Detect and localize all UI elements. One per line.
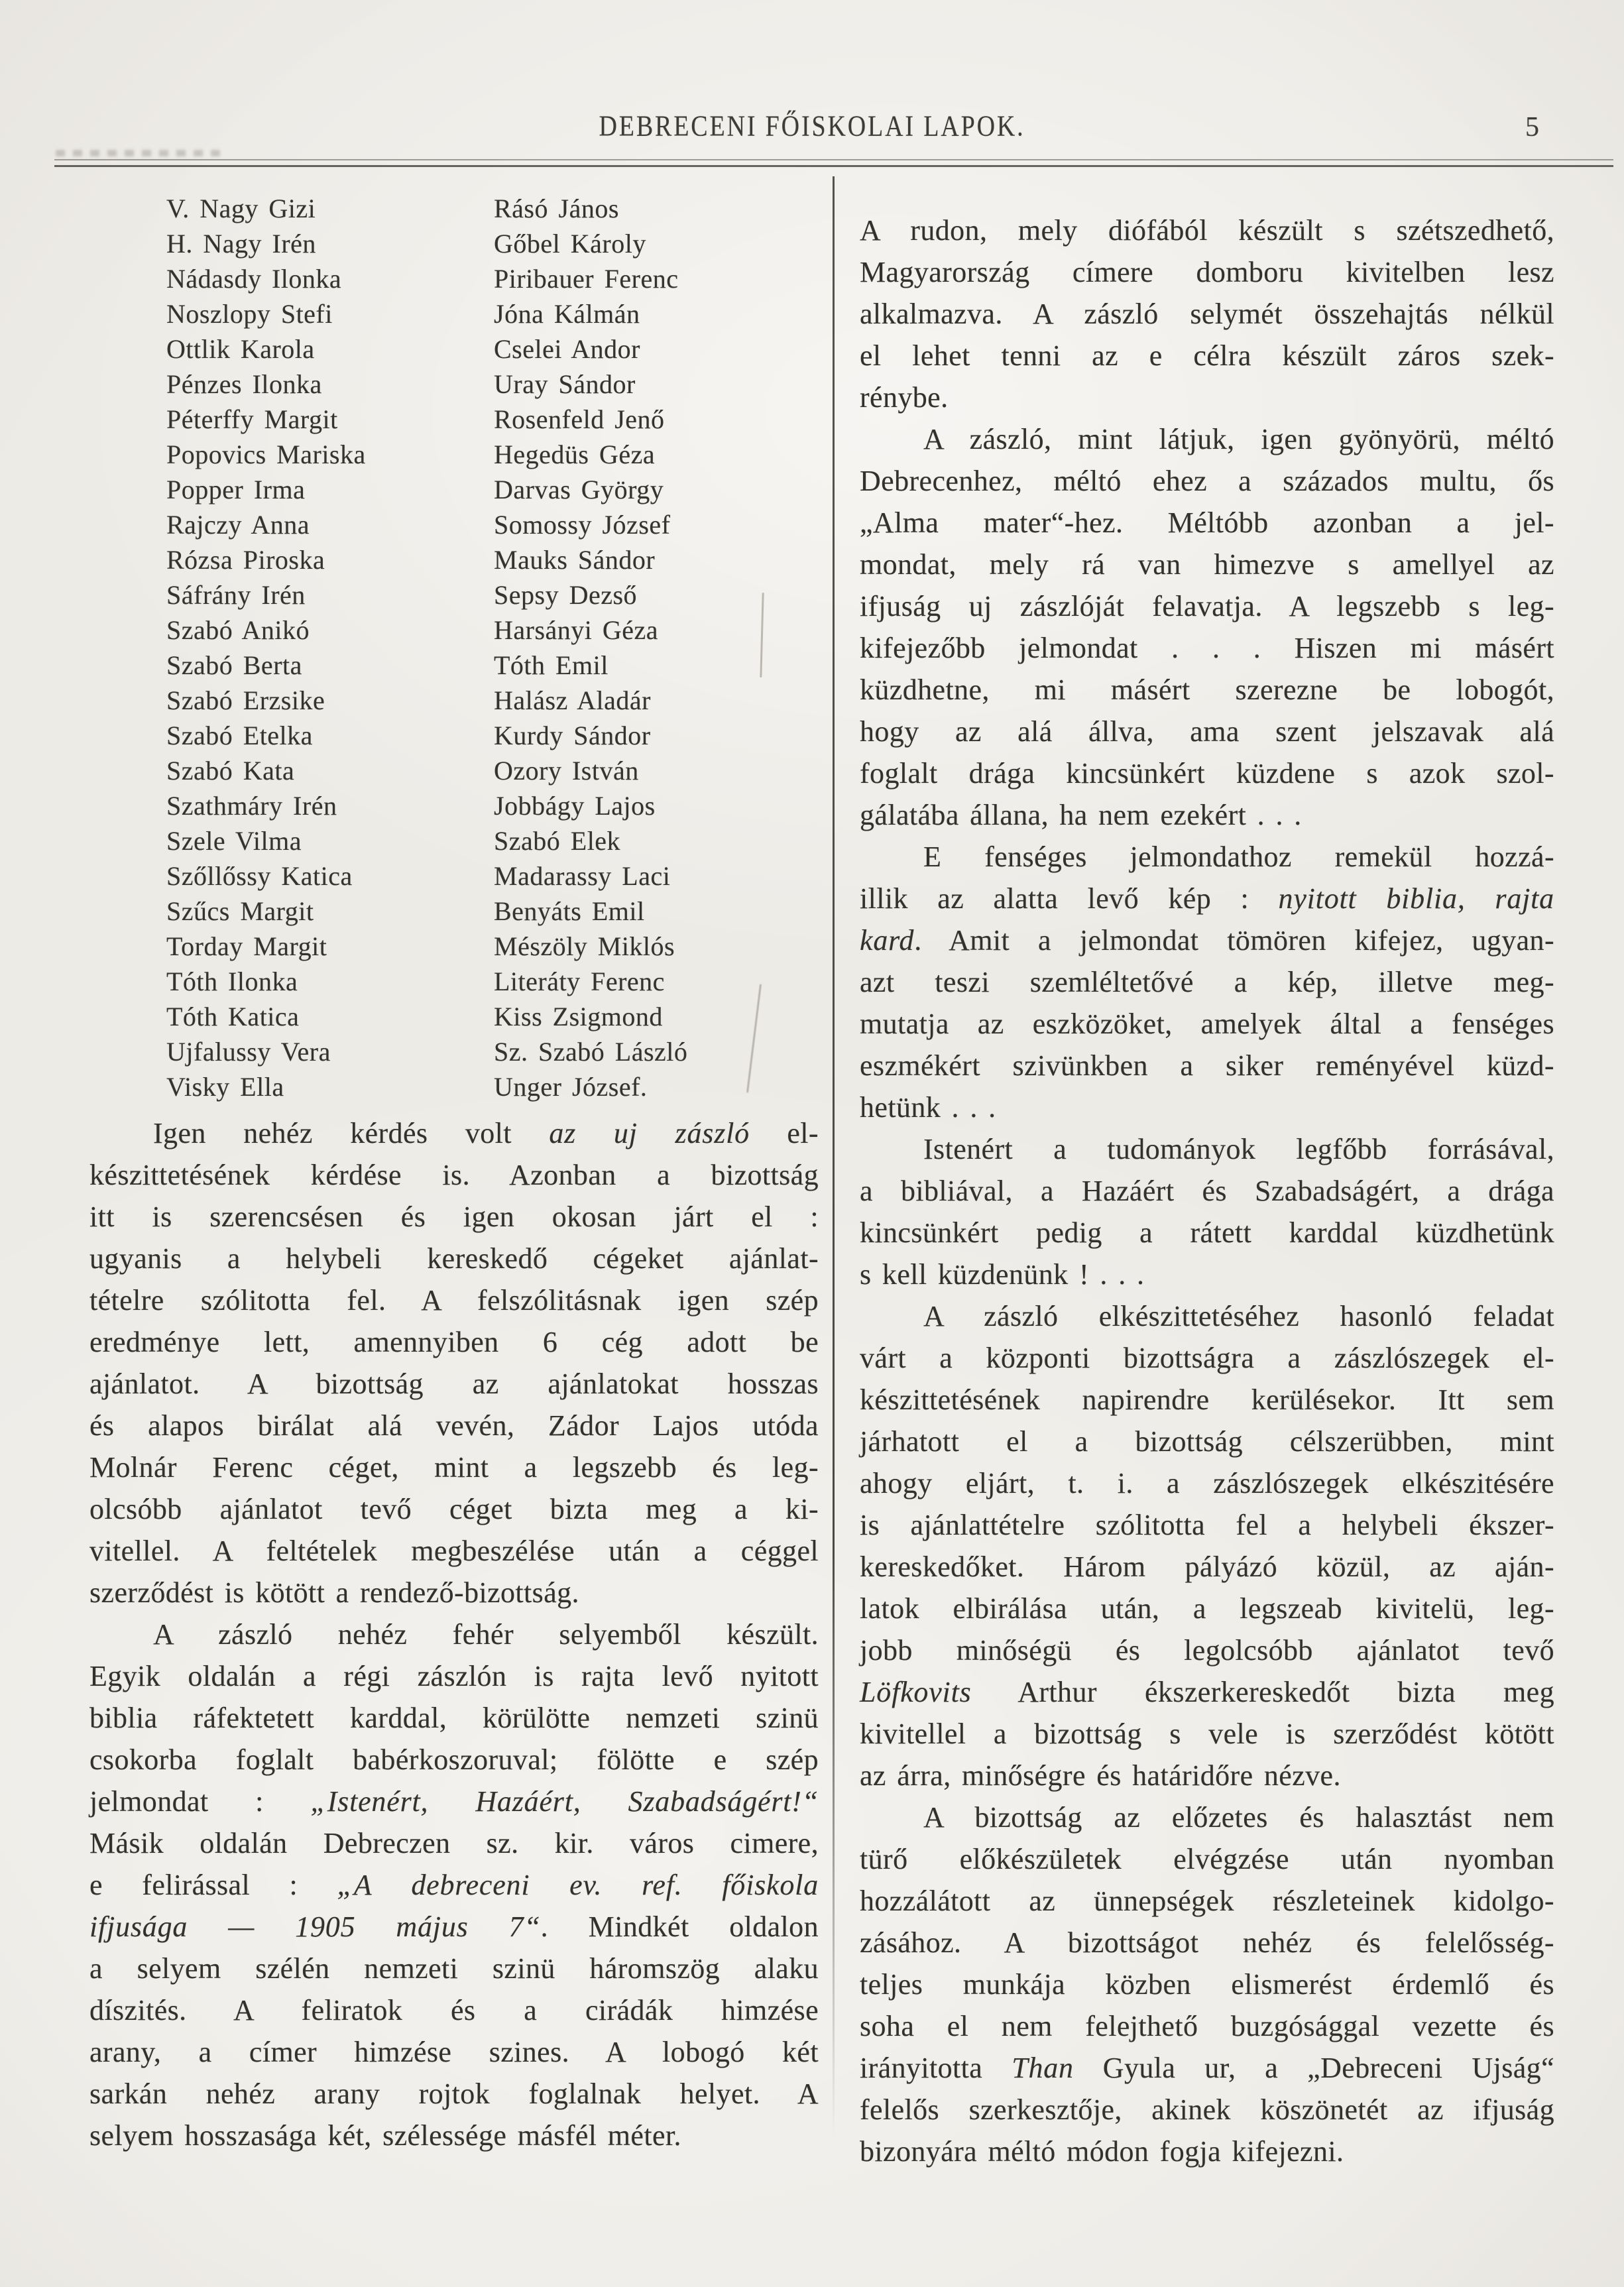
name-item: Sz. Szabó László xyxy=(494,1037,688,1067)
text-line: kincsünkért pedig a rátett karddal küzdhetünk xyxy=(860,1216,1554,1249)
text-line: alkalmazva. A zászló selymét összehajtás nélkül xyxy=(860,298,1554,330)
text-line: A bizottság az előzetes és halasztást nem xyxy=(923,1801,1554,1834)
header-rule xyxy=(54,159,1613,167)
names-subcolumn-1 xyxy=(166,191,494,1104)
text-line: zásához. A bizottságot nehéz és felelősség- xyxy=(860,1926,1554,1959)
name-item: Torday Margit xyxy=(166,931,327,961)
name-item: Jobbágy Lajos xyxy=(494,791,656,821)
text-line: ifjusága — 1905 május 7“. Mindkét oldalon xyxy=(89,1910,819,1943)
name-item: H. Nagy Irén xyxy=(166,229,316,259)
text-line: szerződést is kötött a rendező-bizottság. xyxy=(89,1576,579,1609)
text-line: küzdhetne, mi másért szerezne be lobogót, xyxy=(860,674,1554,706)
name-item: Szőllőssy Katica xyxy=(166,861,353,891)
name-item: Kurdy Sándor xyxy=(494,721,651,750)
two-column-body xyxy=(0,167,1624,2172)
name-item: Literáty Ferenc xyxy=(494,967,665,996)
name-item: Szűcs Margit xyxy=(166,896,314,926)
text-line: illik az alatta levő kép : nyitott biblia, rajta xyxy=(860,882,1554,915)
name-item: Kiss Zsigmond xyxy=(494,1002,663,1031)
text-line: ajánlatot. A bizottság az ajánlatokat hosszas xyxy=(89,1368,819,1400)
name-item: Mészöly Miklós xyxy=(494,931,675,961)
name-item: Szabó Elek xyxy=(494,826,621,856)
name-item: Pénzes Ilonka xyxy=(166,369,322,399)
text-line: és alapos birálat alá vevén, Zádor Lajos utóda xyxy=(89,1409,819,1442)
name-item: Rózsa Piroska xyxy=(166,545,325,575)
names-subcolumn-2 xyxy=(494,191,819,1104)
text-line: e felirással : „A debreceni ev. ref. főiskola xyxy=(89,1869,819,1901)
page-header xyxy=(0,0,1624,167)
name-item: Popovics Mariska xyxy=(166,440,366,469)
text-line: Magyarország címere domboru kivitelben lesz xyxy=(860,256,1554,288)
text-line: jelmondat : „Istenért, Hazáért, Szabadságért!“ xyxy=(89,1785,819,1818)
paragraph xyxy=(860,1295,1554,1796)
text-line: mondat, mely rá van himezve s amellyel az xyxy=(860,548,1554,581)
text-line: Igen nehéz kérdés volt az uj zászló el- xyxy=(153,1117,819,1149)
name-item: Mauks Sándor xyxy=(494,545,656,575)
text-line: A rudon, mely diófából készült s szétszedhető, xyxy=(860,214,1554,247)
paragraph xyxy=(860,1128,1554,1295)
text-line: olcsóbb ajánlatot tevő céget bizta meg a ki- xyxy=(89,1493,819,1525)
text-line: eredménye lett, amennyiben 6 cég adott be xyxy=(89,1326,819,1358)
name-item: Nádasdy Ilonka xyxy=(166,264,342,294)
name-item: Unger József. xyxy=(494,1072,648,1102)
name-item: Tóth Ilonka xyxy=(166,967,298,996)
text-line: rénybe. xyxy=(860,381,949,414)
name-item: Popper Irma xyxy=(166,475,306,504)
name-item: Tóth Katica xyxy=(166,1002,300,1031)
name-item: Szabó Erzsike xyxy=(166,685,325,715)
paragraph xyxy=(860,1796,1554,2172)
text-line: kereskedőket. Három pályázó közül, az aján- xyxy=(860,1551,1554,1583)
text-line: jobb minőségü és legolcsóbb ajánlatot tevő xyxy=(860,1634,1554,1667)
text-line: a selyem szélén nemzeti szinü háromszög alaku xyxy=(89,1952,819,1985)
text-line: Molnár Ferenc céget, mint a legszebb és leg- xyxy=(89,1451,819,1484)
text-line: A zászló, mint látjuk, igen gyönyörü, méltó xyxy=(923,423,1554,455)
text-line: eszmékért szivünkben a siker reményével küzd- xyxy=(860,1049,1554,1082)
name-item: Benyáts Emil xyxy=(494,896,645,926)
text-line: latok elbirálása után, a legszeab kivitelü, leg- xyxy=(860,1592,1554,1625)
text-line: járhatott el a bizottság célszerübben, mint xyxy=(860,1425,1554,1458)
left-column-text xyxy=(89,1112,819,2156)
name-item: Madarassy Laci xyxy=(494,861,671,891)
right-column-text xyxy=(860,209,1554,2172)
name-item: Szabó Etelka xyxy=(166,721,313,750)
header-rule-thin xyxy=(54,159,1613,160)
name-item: Uray Sándor xyxy=(494,369,636,399)
text-line: biblia ráfektetett karddal, körülötte nemzeti szinü xyxy=(89,1702,819,1734)
text-line: foglalt drága kincsünkért küzdene s azok szol- xyxy=(860,757,1554,790)
paragraph xyxy=(860,418,1554,836)
name-item: Ottlik Karola xyxy=(166,334,315,364)
name-item: Rásó János xyxy=(494,194,619,223)
name-item: Szabó Kata xyxy=(166,756,295,786)
text-line: hogy az alá állva, ama szent jelszavak alá xyxy=(860,715,1554,748)
text-line: hetünk . . . xyxy=(860,1091,996,1124)
name-item: Darvas György xyxy=(494,475,664,504)
name-item: Jóna Kálmán xyxy=(494,299,640,329)
text-line: azt teszi szemléltetővé a kép, illetve meg- xyxy=(860,966,1554,998)
right-column xyxy=(860,167,1554,2172)
name-item: Noszlopy Stefi xyxy=(166,299,333,329)
text-line: Másik oldalán Debreczen sz. kir. város cimere, xyxy=(89,1827,819,1859)
text-line: mutatja az eszközöket, amelyek által a fenséges xyxy=(860,1008,1554,1040)
text-line: gálatába állana, ha nem ezekért . . . xyxy=(860,799,1302,831)
name-item: Halász Aladár xyxy=(494,685,651,715)
text-line: A zászló elkészittetéséhez hasonló feladat xyxy=(923,1300,1554,1332)
text-line: arany, a címer himzése szines. A lobogó két xyxy=(89,2036,819,2068)
name-item: V. Nagy Gizi xyxy=(166,194,316,223)
text-line: várt a központi bizottságra a zászlószegek el- xyxy=(860,1342,1554,1374)
text-line: itt is szerencsésen és igen okosan járt el : xyxy=(89,1201,819,1233)
page-title: DEBRECENI FŐISKOLAI LAPOK. xyxy=(599,109,1025,143)
name-item: Visky Ella xyxy=(166,1072,284,1102)
text-line: hozzálátott az ünnepségek részleteinek kidolgo- xyxy=(860,1885,1554,1917)
paragraph xyxy=(89,1112,819,1613)
text-line: készittetésének kérdése is. Azonban a bizottság xyxy=(89,1159,819,1191)
text-line: kifejezőbb jelmondat . . . Hiszen mi másért xyxy=(860,632,1554,664)
name-item: Péterffy Margit xyxy=(166,404,338,434)
text-line: felelős szerkesztője, akinek köszönetét az ifjuság xyxy=(860,2093,1554,2126)
text-line: bizonyára méltó módon fogja kifejezni. xyxy=(860,2135,1344,2168)
text-line: Debrecenhez, méltó ehez a százados multu, ős xyxy=(860,465,1554,497)
name-item: Ozory István xyxy=(494,756,639,786)
column-divider xyxy=(833,176,835,2139)
text-line: ifjuság uj zászlóját felavatja. A legszebb s leg- xyxy=(860,590,1554,622)
name-item: Szabó Anikó xyxy=(166,615,310,645)
text-line: teljes munkája közben elismerést érdemlő és xyxy=(860,1968,1554,2001)
name-item: Gőbel Károly xyxy=(494,229,646,259)
text-line: az árra, minőségre és határidőre nézve. xyxy=(860,1759,1341,1792)
text-line: Egyik oldalán a régi zászlón is rajta levő nyitott xyxy=(89,1660,819,1692)
text-line: készittetésének napirendre kerülésekor. Itt sem xyxy=(860,1383,1554,1416)
text-line: „Alma mater“-hez. Méltóbb azonban a jel- xyxy=(860,506,1554,539)
text-line: el lehet tenni az e célra készült záros szek- xyxy=(860,339,1554,372)
text-line: A zászló nehéz fehér selyemből készült. xyxy=(153,1618,819,1651)
text-line: türő előkészületek elvégzése után nyomban xyxy=(860,1843,1554,1875)
name-item: Szabó Berta xyxy=(166,650,302,680)
name-item: Somossy József xyxy=(494,510,671,540)
text-line: Istenért a tudományok legfőbb forrásával, xyxy=(923,1133,1554,1165)
left-column xyxy=(89,167,819,2172)
text-line: is ajánlattételre szólitotta fel a helybeli ékszer- xyxy=(860,1509,1554,1541)
paragraph xyxy=(860,209,1554,418)
text-line: kivitellel a bizottság s vele is szerződést kötött xyxy=(860,1718,1554,1750)
text-line: ugyanis a helybeli kereskedő cégeket ajánlat- xyxy=(89,1242,819,1275)
text-line: soha el nem felejthető buzgósággal vezette és xyxy=(860,2010,1554,2042)
page-number: 5 xyxy=(1525,112,1539,143)
text-line: sarkán nehéz arany rojtok foglalnak helyet. A xyxy=(89,2078,819,2110)
name-item: Hegedüs Géza xyxy=(494,440,656,469)
name-item: Rajczy Anna xyxy=(166,510,310,540)
text-line: selyem hosszasága két, szélessége másfél méter. xyxy=(89,2119,681,2152)
text-line: irányitotta Than Gyula ur, a „Debreceni Ujság“ xyxy=(860,2052,1554,2084)
text-line: a bibliával, a Hazáért és Szabadságért, a drága xyxy=(860,1175,1554,1207)
text-line: díszités. A feliratok és a cirádák himzése xyxy=(89,1994,819,2026)
text-line: Löfkovits Arthur ékszerkereskedőt bizta meg xyxy=(860,1676,1554,1708)
name-item: Piribauer Ferenc xyxy=(494,264,679,294)
text-line: tételre szólitotta fel. A felszólitásnak igen szép xyxy=(89,1284,819,1317)
scan-smudge xyxy=(56,150,228,156)
text-line: csokorba foglalt babérkoszoruval; fölötte e szép xyxy=(89,1743,819,1776)
name-item: Tóth Emil xyxy=(494,650,609,680)
text-line: E fenséges jelmondathoz remekül hozzá- xyxy=(923,841,1554,873)
participant-names-list xyxy=(89,167,819,1104)
name-item: Sáfrány Irén xyxy=(166,580,306,610)
name-item: Cselei Andor xyxy=(494,334,640,364)
text-line: vitellel. A feltételek megbeszélése után a céggel xyxy=(89,1535,819,1567)
text-line: s kell küzdenünk ! . . . xyxy=(860,1258,1145,1291)
paragraph xyxy=(89,1613,819,2156)
name-item: Szathmáry Irén xyxy=(166,791,337,821)
name-item: Szele Vilma xyxy=(166,826,302,856)
name-item: Rosenfeld Jenő xyxy=(494,404,665,434)
name-item: Harsányi Géza xyxy=(494,615,659,645)
name-item: Ujfalussy Vera xyxy=(166,1037,331,1067)
paragraph xyxy=(860,836,1554,1128)
name-item: Sepsy Dezső xyxy=(494,580,638,610)
text-line: kard. Amit a jelmondat tömören kifejez, ugyan- xyxy=(860,924,1554,957)
text-line: ahogy eljárt, t. i. a zászlószegek elkészitésére xyxy=(860,1467,1554,1499)
